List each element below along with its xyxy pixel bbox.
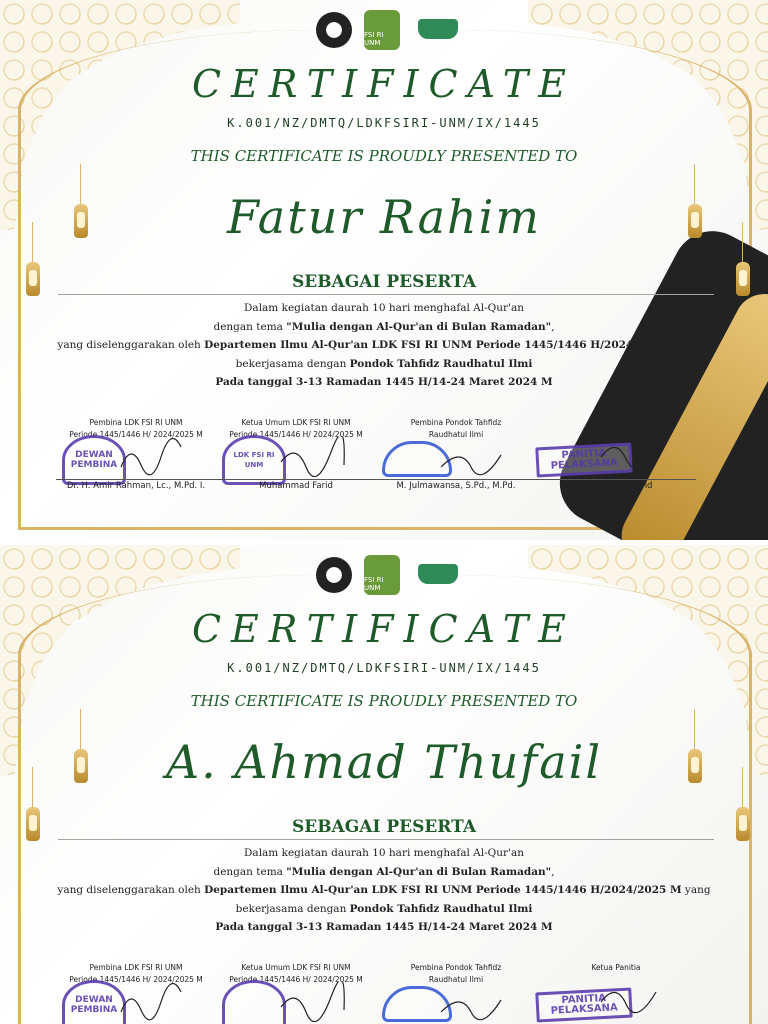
signature-block: Pembina LDK FSI RI UNM Periode 1445/1446 H/ 2024/2025 M DEWAN PEMBINA bbox=[56, 962, 216, 1024]
unm-logo bbox=[316, 557, 352, 593]
signatures bbox=[56, 417, 696, 507]
signature-block: Pembina LDK FSI RI UNM Periode 1445/1446 H/ 2024/2025 M DEWAN PEMBINA Dr. H. Amir Rahman, Lc., M.Pd. I. bbox=[56, 417, 216, 507]
certificate-body: Dalam kegiatan daurah 10 hari menghafal Al-Qur'an dengan tema "Mulia dengan Al-Qur'an di Bulan Ramadan", yang diselenggarakan oleh Departemen Ilmu Al-Qur'an LDK FSI RI UNM Periode 1445/1446 H/2024/2025 M yang bekerjasama dengan Pondok Tahfidz Raudhatul Ilmi Pada tanggal 3-13 Ramadan 1445 H/14-24 Maret 2024 M bbox=[57, 302, 711, 388]
stamp-icon: PANITIA PELAKSANA bbox=[535, 443, 632, 478]
signature-scribble bbox=[276, 982, 346, 1022]
signature-scribble bbox=[116, 982, 186, 1022]
logo-row bbox=[300, 551, 480, 599]
fsi-logo: FSI RI UNM bbox=[364, 555, 400, 595]
signature-scribble bbox=[596, 982, 666, 1022]
certificate-title: CERTIFICATE bbox=[191, 62, 576, 106]
reference-number: K.001/NZ/DMTQ/LDKFSIRI-UNM/IX/1445 bbox=[227, 116, 541, 130]
role-label: SEBAGAI PESERTA bbox=[291, 272, 477, 292]
certificate-title: CERTIFICATE bbox=[191, 607, 576, 651]
signature-block: Ketua Umum LDK FSI RI UNM Periode 1445/1446 H/ 2024/2025 M bbox=[216, 962, 376, 1024]
signature-block: Pembina Pondok Tahfidz Raudhatul Ilmi bbox=[376, 962, 536, 1024]
signature-scribble bbox=[116, 437, 186, 477]
recipient-name: Fatur Rahim bbox=[226, 190, 541, 244]
logo-row bbox=[300, 6, 480, 54]
signature-scribble bbox=[276, 437, 346, 477]
signature-block: Ketua Panitia PANITIA PELAKSANA Muhammad Afrid bbox=[536, 417, 696, 507]
stamp-icon: LDK FSI RI UNM bbox=[222, 435, 286, 485]
signature-scribble bbox=[436, 982, 506, 1022]
tahfidz-logo bbox=[412, 554, 464, 596]
signature-block: Ketua Panitia PANITIA PELAKSANA bbox=[536, 962, 696, 1024]
divider bbox=[58, 294, 714, 295]
divider bbox=[58, 839, 714, 840]
stamp-icon: DEWAN PEMBINA bbox=[62, 435, 126, 485]
role-label: SEBAGAI PESERTA bbox=[291, 817, 477, 837]
recipient-name: A. Ahmad Thufail bbox=[165, 735, 603, 789]
signature-scribble bbox=[436, 437, 506, 477]
signature-block: Ketua Umum LDK FSI RI UNM Periode 1445/1446 H/ 2024/2025 M LDK FSI RI UNM Muhammad Farid bbox=[216, 417, 376, 507]
signatures bbox=[56, 962, 696, 1024]
signature-block: Pembina Pondok Tahfidz Raudhatul Ilmi M. Julmawansa, S.Pd., M.Pd. bbox=[376, 417, 536, 507]
reference-number: K.001/NZ/DMTQ/LDKFSIRI-UNM/IX/1445 bbox=[227, 661, 541, 675]
certificate-2 bbox=[0, 545, 768, 1024]
certificate-body: Dalam kegiatan daurah 10 hari menghafal Al-Qur'an dengan tema "Mulia dengan Al-Qur'an di Bulan Ramadan", yang diselenggarakan oleh Departemen Ilmu Al-Qur'an LDK FSI RI UNM Periode 1445/1446 H/2024/2025 M yang bekerjasama dengan Pondok Tahfidz Raudhatul Ilmi Pada tanggal 3-13 Ramadan 1445 H/14-24 Maret 2024 M bbox=[57, 847, 711, 933]
stamp-icon: PANITIA PELAKSANA bbox=[535, 988, 632, 1023]
tahfidz-logo bbox=[412, 9, 464, 51]
unm-logo bbox=[316, 12, 352, 48]
presented-to: THIS CERTIFICATE IS PROUDLY PRESENTED TO bbox=[190, 147, 578, 165]
signature-scribble bbox=[596, 437, 666, 477]
fsi-logo: FSI RI UNM bbox=[364, 10, 400, 50]
stamp-icon: DEWAN PEMBINA bbox=[62, 980, 126, 1024]
presented-to: THIS CERTIFICATE IS PROUDLY PRESENTED TO bbox=[190, 692, 578, 710]
